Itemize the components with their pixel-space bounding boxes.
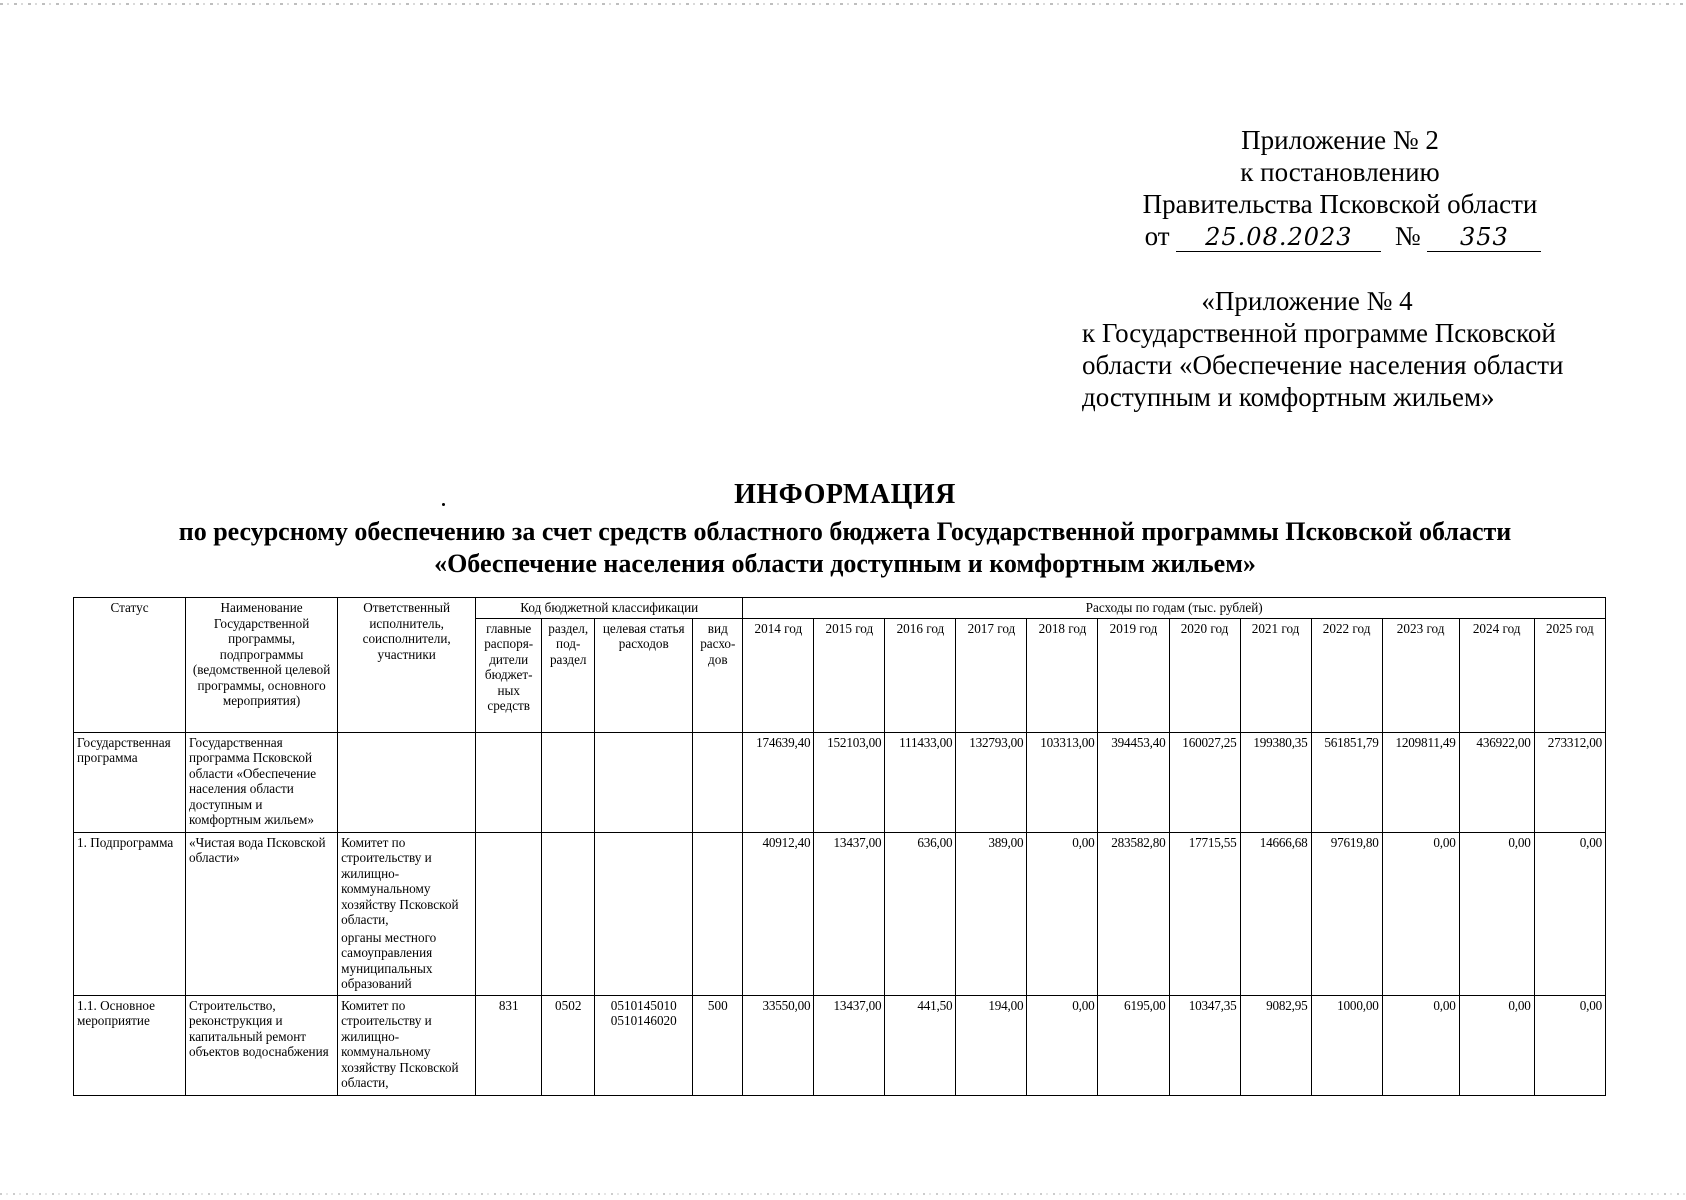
cell-grbs: 831 [476, 995, 542, 1095]
approval-date-number [1100, 220, 1580, 252]
approval-line-2: к постановлению [1240, 157, 1440, 187]
date-field [1176, 222, 1381, 252]
cell-value: 0,00 [1027, 832, 1098, 995]
cell-value: 132793,00 [956, 732, 1027, 832]
cell-status: 1. Подпрограмма [74, 832, 186, 995]
cell-value: 6195,00 [1098, 995, 1169, 1095]
cell-value: 13437,00 [814, 995, 885, 1095]
cell-value: 199380,35 [1240, 732, 1311, 832]
csr-code-2: 0510146020 [610, 1013, 677, 1028]
cell-executor [338, 832, 476, 995]
cell-value: 103313,00 [1027, 732, 1098, 832]
cell-value: 194,00 [956, 995, 1027, 1095]
cell-csr [595, 832, 693, 995]
header-year: 2019 год [1098, 618, 1169, 732]
cell-value: 40912,40 [743, 832, 814, 995]
cell-value: 1209811,49 [1382, 732, 1459, 832]
executor-primary: Комитет по строительству и жилищно-коммунальному хозяйству Псковской области, [341, 834, 459, 927]
cell-value: 0,00 [1459, 995, 1534, 1095]
scan-bottom-edge [0, 1193, 1686, 1195]
header-year: 2017 год [956, 618, 1027, 732]
header-year: 2015 год [814, 618, 885, 732]
cell-rzpr [542, 832, 595, 995]
cell-status: Государственная программа [74, 732, 186, 832]
cell-status: 1.1. Основное мероприятие [74, 995, 186, 1095]
cell-value: 441,50 [885, 995, 956, 1095]
header-budget-code: Код бюджетной классификации [476, 598, 743, 619]
document-title: ИНФОРМАЦИЯ [734, 479, 956, 510]
approval-block [1100, 124, 1580, 252]
date-handwritten: 25.08.2023 [1205, 223, 1353, 251]
cell-value: 0,00 [1027, 995, 1098, 1095]
number-label: № [1394, 221, 1421, 251]
cell-csr [595, 995, 693, 1095]
approval-line-3: Правительства Псковской области [1142, 189, 1538, 219]
cell-value: 436922,00 [1459, 732, 1534, 832]
cell-value: 33550,00 [743, 995, 814, 1095]
cell-value: 394453,40 [1098, 732, 1169, 832]
document-subtitle [60, 516, 1630, 580]
header-rzpr: раздел, под-раздел [542, 618, 595, 732]
number-field [1427, 222, 1541, 252]
scan-top-edge [0, 3, 1686, 5]
header-year: 2022 год [1311, 618, 1382, 732]
executor-secondary: органы местного самоуправления муниципальных образований [341, 929, 437, 991]
cell-value: 160027,25 [1169, 732, 1240, 832]
cell-value: 0,00 [1534, 995, 1605, 1095]
appendix-4-line-1: «Приложение № 4 [1201, 286, 1413, 316]
header-name: Наименование Государственной программы, подпрограммы (ведомственной целевой программы, основного мероприятия) [186, 598, 338, 733]
cell-value: 9082,95 [1240, 995, 1311, 1095]
header-csr: целевая статья расходов [595, 618, 693, 732]
appendix-4-line-3: области «Обеспечение населения области [1082, 350, 1564, 380]
header-expenses: Расходы по годам (тыс. рублей) [743, 598, 1606, 619]
cell-value: 636,00 [885, 832, 956, 995]
cell-value: 0,00 [1459, 832, 1534, 995]
cell-name: «Чистая вода Псковской области» [186, 832, 338, 995]
header-year: 2018 год [1027, 618, 1098, 732]
from-label: от [1144, 221, 1170, 251]
table-row-subprogram [74, 832, 1606, 995]
header-year: 2024 год [1459, 618, 1534, 732]
cell-grbs [476, 832, 542, 995]
header-executor: Ответственный исполнитель, соисполнители, участники [338, 598, 476, 733]
cell-value: 174639,40 [743, 732, 814, 832]
header-vr: вид расхо-дов [693, 618, 743, 732]
cell-value: 111433,00 [885, 732, 956, 832]
cell-value: 14666,68 [1240, 832, 1311, 995]
cell-value: 10347,35 [1169, 995, 1240, 1095]
appendix-4-line-2: к Государственной программе Псковской [1082, 318, 1556, 348]
number-handwritten: 353 [1459, 223, 1509, 251]
csr-code-1: 0510145010 [610, 997, 677, 1013]
header-grbs: главные распоря-дители бюджет-ных средств [476, 618, 542, 732]
header-year: 2023 год [1382, 618, 1459, 732]
cell-executor: Комитет по строительству и жилищно-коммунальному хозяйству Псковской области, [338, 995, 476, 1095]
subtitle-line-2: «Обеспечение населения области доступным и комфортным жильем» [434, 549, 1256, 578]
cell-value: 0,00 [1382, 995, 1459, 1095]
table-row-main-event [74, 995, 1606, 1095]
header-year: 2021 год [1240, 618, 1311, 732]
cell-value: 0,00 [1382, 832, 1459, 995]
cell-value: 17715,55 [1169, 832, 1240, 995]
cell-value: 389,00 [956, 832, 1027, 995]
cell-grbs [476, 732, 542, 832]
approval-line-1: Приложение № 2 [1241, 125, 1439, 155]
subtitle-line-1: по ресурсному обеспечению за счет средств областного бюджета Государственной программы Псковской области [178, 517, 1512, 546]
header-row-1 [74, 598, 1606, 619]
cell-name: Строительство, реконструкция и капитальный ремонт объектов водоснабжения [186, 995, 338, 1095]
cell-value: 0,00 [1534, 832, 1605, 995]
cell-value: 152103,00 [814, 732, 885, 832]
cell-value: 561851,79 [1311, 732, 1382, 832]
cell-name: Государственная программа Псковской области «Обеспечение населения области доступным и комфортным жильем» [186, 732, 338, 832]
cell-rzpr [542, 732, 595, 832]
cell-vr [693, 832, 743, 995]
cell-value: 283582,80 [1098, 832, 1169, 995]
cell-value: 13437,00 [814, 832, 885, 995]
cell-value: 1000,00 [1311, 995, 1382, 1095]
cell-executor [338, 732, 476, 832]
table-row-state-program [74, 732, 1606, 832]
resource-table [73, 597, 1606, 1096]
header-year: 2014 год [743, 618, 814, 732]
header-year: 2025 год [1534, 618, 1605, 732]
header-status: Статус [74, 598, 186, 733]
appendix-4-line-4: доступным и комфортным жильем» [1082, 382, 1495, 412]
header-year: 2020 год [1169, 618, 1240, 732]
cell-value: 273312,00 [1534, 732, 1605, 832]
header-year: 2016 год [885, 618, 956, 732]
cell-vr [693, 732, 743, 832]
cell-value: 97619,80 [1311, 832, 1382, 995]
cell-vr: 500 [693, 995, 743, 1095]
appendix-4-block [1082, 285, 1602, 413]
cell-csr [595, 732, 693, 832]
cell-rzpr: 0502 [542, 995, 595, 1095]
